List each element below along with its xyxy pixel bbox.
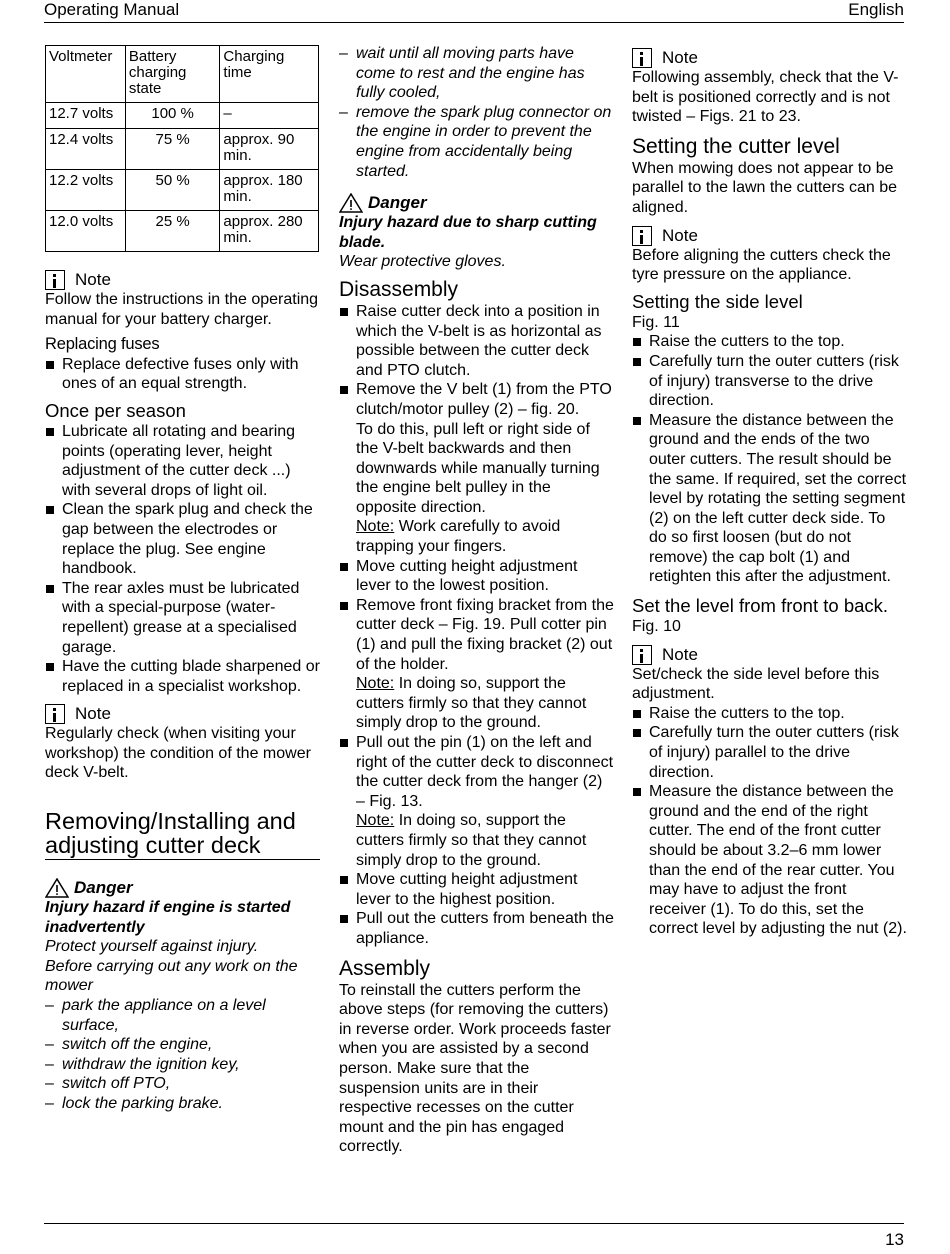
section-heading: Removing/Installing and adjusting cutter deck [45, 809, 320, 860]
column-3 [632, 48, 907, 939]
note-label: Note [662, 48, 698, 68]
column-2 [339, 44, 614, 1157]
front-level-heading: Set the level from front to back. [632, 595, 889, 617]
table-cell: 75 % [125, 129, 220, 170]
figure-reference: Fig. 11 [632, 313, 680, 331]
note-label: Note [75, 704, 111, 724]
fuses-heading: Replacing fuses [45, 335, 160, 354]
side-level-heading: Setting the side level [632, 290, 803, 312]
list-item: Move cutting height adjustment lever to the lowest position. [339, 557, 614, 596]
danger-heading [339, 193, 614, 213]
note-word: Note: [356, 812, 395, 830]
table-row [46, 129, 319, 170]
danger-label: Danger [74, 878, 133, 898]
list-item: Have the cutting blade sharpened or replaced in a specialist workshop. [45, 657, 320, 696]
list-item: – remove the spark plug connector on the engine in order to prevent the engine from accidentally being started. [339, 103, 612, 180]
list-item: Raise the cutters to the top. [632, 704, 907, 724]
list-item: Remove the V belt (1) from the PTO clutch/motor pulley (2) – fig. 20. To do this, pull left or right side of the V-belt backwards and then downwards while manually turning the engine belt pulley in the opposite direction. Note: Work carefully to avoid trapping your fingers. [339, 380, 614, 556]
table-cell: approx. 180 min. [220, 170, 319, 211]
note-text: Following assembly, check that the V-belt is positioned correctly and is not twisted – Figs. 21 to 23. [632, 69, 899, 126]
table-row [46, 211, 319, 252]
note-heading [632, 48, 907, 68]
list-item: Remove front fixing bracket from the cutter deck – Fig. 19. Pull cotter pin (1) and pull the fixing bracket (2) out of the holder. Note: In doing so, support the cutters firmly so that they cannot simply drop to the ground. [339, 596, 614, 733]
battery-table [45, 45, 319, 252]
cutter-level-text: When mowing does not appear to be parallel to the lawn the cutters can be aligned. [632, 159, 898, 216]
season-heading: Once per season [45, 399, 186, 421]
warning-triangle-icon [45, 878, 69, 898]
note-text: Before aligning the cutters check the tyre pressure on the appliance. [632, 246, 891, 284]
note-word: Note: [356, 675, 395, 693]
note-heading [632, 226, 907, 246]
figure-reference: Fig. 10 [632, 618, 681, 636]
note-word: Note: [356, 518, 395, 536]
list-item: – park the appliance on a level surface, [45, 997, 266, 1034]
note-heading [632, 645, 907, 665]
note-heading [45, 704, 320, 724]
warning-triangle-icon [339, 193, 363, 213]
list-item: – withdraw the ignition key, [45, 1055, 240, 1073]
list-item: Clean the spark plug and check the gap between the electrodes or replace the plug. See engine handbook. [45, 500, 320, 578]
table-cell: approx. 280 min. [220, 211, 319, 252]
table-cell: 12.0 volts [46, 211, 126, 252]
danger-text: Protect yourself against injury. [45, 938, 259, 956]
note-label: Note [662, 225, 698, 245]
table-header-cell: Battery charging state [125, 46, 220, 103]
disassembly-list [339, 302, 614, 949]
list-item: – wait until all moving parts have come to rest and the engine has fully cooled, [339, 45, 585, 102]
danger-text: Wear protective gloves. [339, 253, 506, 271]
table-row [46, 170, 319, 211]
info-icon [632, 645, 652, 665]
header-title: Operating Manual [44, 0, 180, 19]
list-item: – switch off PTO, [45, 1075, 171, 1093]
table-cell: 12.7 volts [46, 103, 126, 129]
note-label: Note [75, 270, 111, 290]
fuses-list [45, 355, 320, 394]
table-header-cell: Charging time [220, 46, 319, 103]
list-item: Measure the distance between the ground and the end of the right cutter. The end of the front cutter should be about 3.2–6 mm lower than the end of the rear cutter. You may have to adjust the front receiver (1). To do this, set the correct level by adjusting the nut (2). [632, 782, 907, 939]
list-item: Lubricate all rotating and bearing points (operating lever, height adjustment of the cutter deck ...) with several drops of light oil. [45, 422, 320, 500]
disassembly-heading: Disassembly [339, 277, 459, 301]
page-header [44, 0, 904, 23]
table-cell: 25 % [125, 211, 220, 252]
info-icon [45, 270, 65, 290]
table-row [46, 103, 319, 129]
list-item: – lock the parking brake. [45, 1095, 223, 1112]
table-header-row [46, 46, 319, 103]
season-list [45, 422, 320, 696]
list-item: Replace defective fuses only with ones of an equal strength. [45, 355, 320, 394]
danger-title: Injury hazard due to sharp cutting blade. [339, 214, 597, 251]
list-item: Raise cutter deck into a position in which the V-belt is as horizontal as possible between the cutter deck and PTO clutch. [339, 302, 614, 380]
list-item: The rear axles must be lubricated with a special-purpose (water-repellent) grease at a specialised garage. [45, 579, 320, 657]
table-cell: 12.4 volts [46, 129, 126, 170]
note-text: Regularly check (when visiting your workshop) the condition of the mower deck V-belt. [45, 725, 311, 782]
assembly-text: To reinstall the cutters perform the above steps (for removing the cutters) in reverse order. Work proceeds faster when you are assisted by a second person. Make sure that the suspension units are in their respective recesses on the cutter mount and the pin has engaged correctly. [339, 981, 611, 1156]
list-item: Move cutting height adjustment lever to the highest position. [339, 870, 614, 909]
danger-heading [45, 878, 320, 898]
front-level-list [632, 704, 907, 939]
list-item: Carefully turn the outer cutters (risk of injury) parallel to the drive direction. [632, 723, 907, 782]
note-text: Set/check the side level before this adjustment. [632, 665, 880, 703]
table-cell: 100 % [125, 103, 220, 129]
list-item: Measure the distance between the ground and the ends of the two outer cutters. The result should be the same. If required, set the correct level by rotating the setting segment (2) on the left cutter deck side. To do so first loosen (but do not remove) the cap bolt (1) and retighten this after the adjustment. [632, 411, 907, 587]
note-heading [45, 270, 320, 290]
precaution-list [45, 996, 320, 1114]
list-item: Carefully turn the outer cutters (risk of injury) transverse to the drive direction. [632, 352, 907, 411]
column-1 [45, 40, 320, 1114]
danger-title: Injury hazard if engine is started inadvertently [45, 899, 291, 936]
list-item: Raise the cutters to the top. [632, 332, 907, 352]
precaution-list [339, 44, 614, 181]
table-cell: 12.2 volts [46, 170, 126, 211]
side-level-list [632, 332, 907, 587]
note-label: Note [662, 644, 698, 664]
danger-label: Danger [368, 193, 427, 213]
table-cell: 50 % [125, 170, 220, 211]
list-item: – switch off the engine, [45, 1036, 213, 1054]
cutter-level-heading: Setting the cutter level [632, 134, 840, 158]
assembly-heading: Assembly [339, 956, 431, 980]
list-item: Pull out the pin (1) on the left and right of the cutter deck to disconnect the cutter deck from the hanger (2) – Fig. 13. Note: In doing so, support the cutters firmly so that they cannot simply drop to the ground. [339, 733, 614, 870]
info-icon [45, 704, 65, 724]
table-cell: – [220, 103, 319, 129]
danger-text: Before carrying out any work on the mower [45, 957, 298, 995]
table-header-cell: Voltmeter [46, 46, 126, 103]
table-cell: approx. 90 min. [220, 129, 319, 170]
info-icon [632, 226, 652, 246]
info-icon [632, 48, 652, 68]
footer-rule [44, 1223, 904, 1224]
header-language: English [848, 0, 904, 19]
list-item: Pull out the cutters from beneath the appliance. [339, 909, 614, 948]
note-text: Follow the instructions in the operating manual for your battery charger. [45, 291, 319, 328]
page-number: 13 [885, 1230, 904, 1249]
